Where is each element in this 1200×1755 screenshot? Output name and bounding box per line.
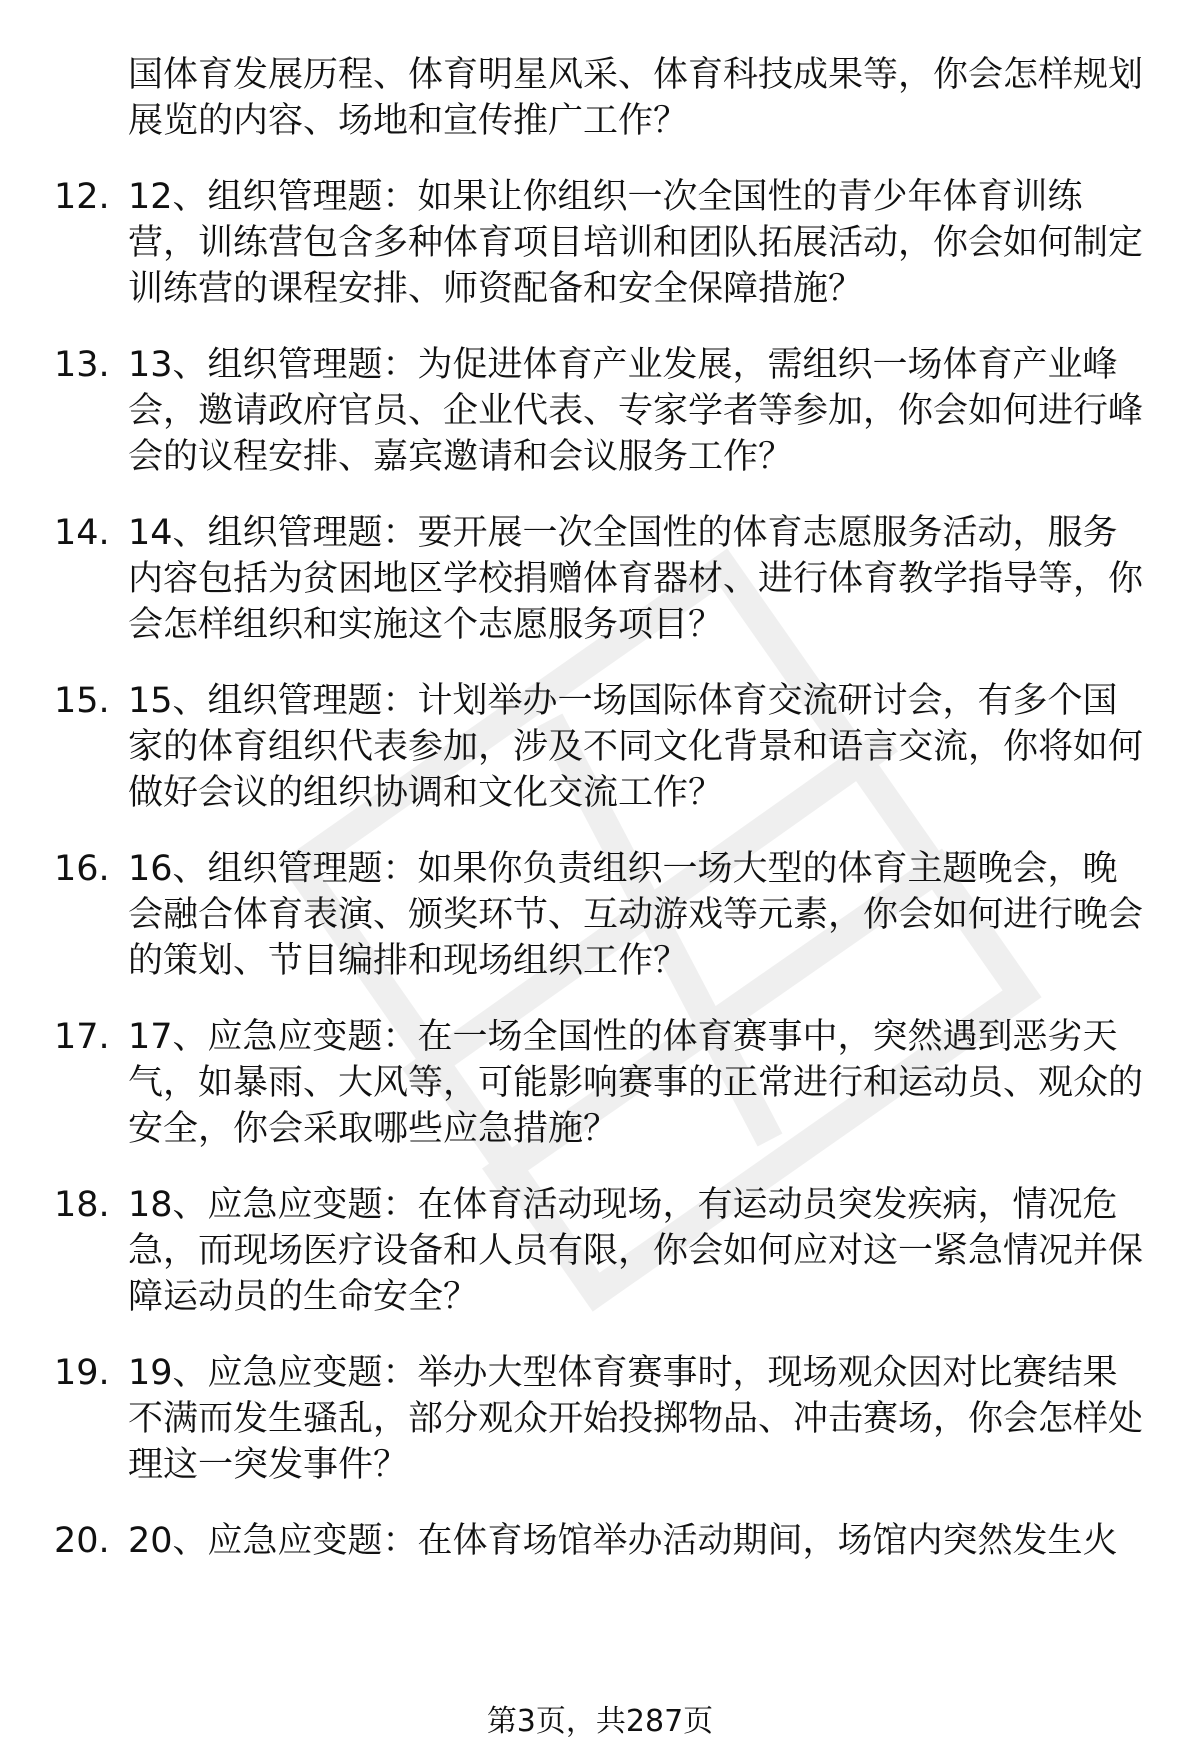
question-number: 19. xyxy=(54,1353,110,1393)
question-number: 12. xyxy=(54,177,110,217)
question-number: 14. xyxy=(54,513,110,553)
question-text: 18、应急应变题：在体育活动现场，有运动员突发疾病，情况危急，而现场医疗设备和人员有限，你会如何应对这一紧急情况并保障运动员的生命安全？ xyxy=(128,1185,1144,1317)
question-number: 15. xyxy=(54,681,110,721)
question-item-19 xyxy=(0,1350,1200,1488)
question-item-13 xyxy=(0,342,1200,480)
question-number: 18. xyxy=(54,1185,110,1225)
question-number: 16. xyxy=(54,849,110,889)
question-text: 19、应急应变题：举办大型体育赛事时，现场观众因对比赛结果不满而发生骚乱，部分观众开始投掷物品、冲击赛场，你会怎样处理这一突发事件？ xyxy=(128,1353,1144,1485)
question-list xyxy=(0,52,1200,1594)
question-number: 17. xyxy=(54,1017,110,1057)
previous-question-continuation: 国体育发展历程、体育明星风采、体育科技成果等，你会怎样规划展览的内容、场地和宣传推广工作？ xyxy=(128,55,1144,141)
question-number: 13. xyxy=(54,345,110,385)
question-text: 14、组织管理题：要开展一次全国性的体育志愿服务活动，服务内容包括为贫困地区学校捐赠体育器材、进行体育教学指导等，你会怎样组织和实施这个志愿服务项目？ xyxy=(128,513,1144,645)
question-text: 12、组织管理题：如果让你组织一次全国性的青少年体育训练营，训练营包含多种体育项目培训和团队拓展活动，你会如何制定训练营的课程安排、师资配备和安全保障措施？ xyxy=(128,177,1144,309)
question-text: 16、组织管理题：如果你负责组织一场大型的体育主题晚会，晚会融合体育表演、颁奖环节、互动游戏等元素，你会如何进行晚会的策划、节目编排和现场组织工作？ xyxy=(128,849,1144,981)
question-item-14 xyxy=(0,510,1200,648)
question-text: 15、组织管理题：计划举办一场国际体育交流研讨会，有多个国家的体育组织代表参加，涉及不同文化背景和语言交流，你将如何做好会议的组织协调和文化交流工作？ xyxy=(128,681,1144,813)
question-item-15 xyxy=(0,678,1200,816)
question-text: 20、应急应变题：在体育场馆举办活动期间，场馆内突然发生火 xyxy=(128,1521,1118,1561)
question-text: 17、应急应变题：在一场全国性的体育赛事中，突然遇到恶劣天气，如暴雨、大风等，可能影响赛事的正常进行和运动员、观众的安全，你会采取哪些应急措施？ xyxy=(128,1017,1144,1149)
question-item-18 xyxy=(0,1182,1200,1320)
question-item-17 xyxy=(0,1014,1200,1152)
question-item-16 xyxy=(0,846,1200,984)
question-number: 20. xyxy=(54,1521,110,1561)
question-item-12 xyxy=(0,174,1200,312)
question-text: 13、组织管理题：为促进体育产业发展，需组织一场体育产业峰会，邀请政府官员、企业代表、专家学者等参加，你会如何进行峰会的议程安排、嘉宾邀请和会议服务工作？ xyxy=(128,345,1144,477)
question-item-20 xyxy=(0,1518,1200,1564)
page-footer: 第3页，共287页 xyxy=(486,1704,714,1739)
